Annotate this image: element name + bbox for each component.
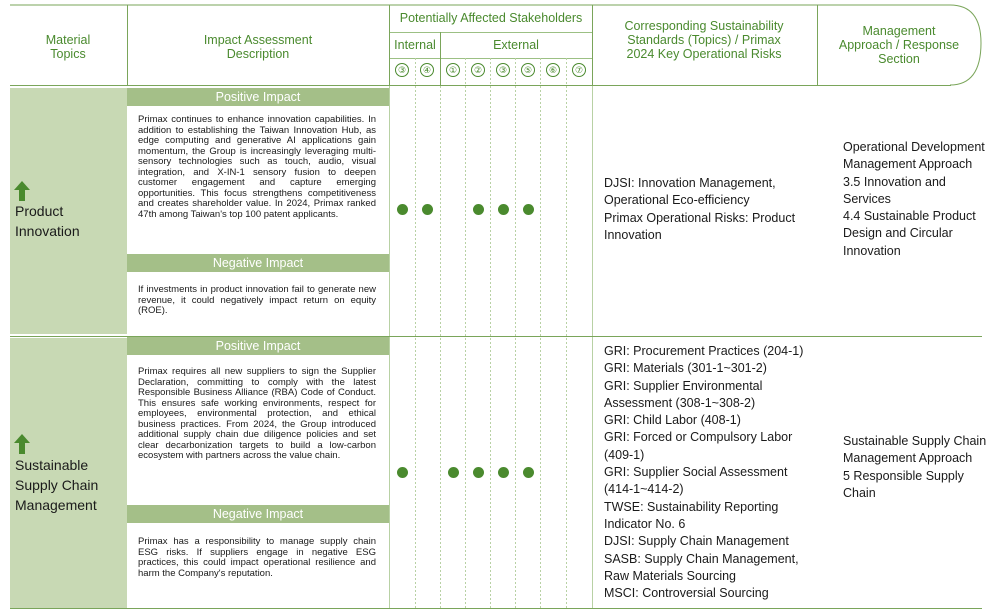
- standard-item: GRI: Forced or Compulsory Labor (409-1): [604, 430, 793, 462]
- header-standards: Corresponding Sustainability Standards (Topics) / Primax 2024 Key Operational Risks: [624, 19, 784, 61]
- stakeholder-col-sep: [440, 86, 441, 608]
- header-material-topics: Material Topics: [45, 33, 91, 61]
- stakeholder-num-external-1: ①: [446, 63, 460, 77]
- positive-impact-bar: Positive Impact: [127, 88, 389, 106]
- table-bottom-rule: [10, 608, 982, 609]
- stakeholder-num-internal-4: ④: [420, 63, 434, 77]
- stakeholder-num-external-3: ③: [496, 63, 510, 77]
- management-item: 5 Responsible Supply Chain: [843, 468, 964, 500]
- management-list: [843, 139, 993, 260]
- stakeholder-subheader-rule: [390, 58, 592, 59]
- header-sep-internal-external: [440, 32, 441, 85]
- topic-title-text: Product Innovation: [15, 203, 80, 239]
- stakeholder-num-external-7: ⑦: [572, 63, 586, 77]
- standard-item: GRI: Supplier Environmental Assessment (308-1~308-2): [604, 378, 763, 410]
- topic-title: [15, 455, 115, 515]
- management-item: Sustainable Supply Chain Management Approach: [843, 434, 987, 466]
- standards-list: [604, 175, 816, 244]
- stakeholder-mark: [448, 467, 459, 478]
- header-internal: Internal: [394, 38, 436, 52]
- stakeholder-num-external-6: ⑥: [546, 63, 560, 77]
- stakeholder-col-sep: [415, 58, 416, 608]
- stakeholder-mark: [397, 204, 408, 215]
- positive-impact-bar: Positive Impact: [127, 337, 389, 355]
- stakeholder-num-external-2: ②: [471, 63, 485, 77]
- header-sep-4: [817, 5, 818, 85]
- standard-item: SASB: Supply Chain Management, Raw Materials Sourcing: [604, 551, 799, 583]
- stakeholder-num-internal-3: ③: [395, 63, 409, 77]
- positive-impact-text: Primax requires all new suppliers to sign the Supplier Declaration, committing to comply with the latest Responsible Business Alliance (RBA) Code of Conduct. This ensures safe working environments, respect for employees, environmental protection, and ethical business practices. From 2024, the Group introduced additional supply chain due diligence policies and set clear decarbonization targets to build a low-carbon ecosystem with partners across the value chain.: [138, 366, 376, 461]
- stakeholder-num-external-5: ⑤: [521, 63, 535, 77]
- stakeholder-col-sep: [515, 58, 516, 608]
- standard-item: MSCI: Controversial Sourcing: [604, 586, 769, 601]
- header-sep-2: [389, 5, 390, 85]
- management-item: Operational Development Management Approach: [843, 140, 985, 172]
- header-impact-assessment: Impact Assessment Description: [203, 33, 313, 61]
- header-external: External: [493, 38, 539, 52]
- up-arrow-icon: [14, 434, 30, 454]
- body-sep-stakeholders-left: [389, 86, 390, 608]
- up-arrow-icon: [14, 181, 30, 201]
- stakeholder-title-rule: [390, 32, 592, 33]
- standards-list: [604, 343, 816, 602]
- standard-item: GRI: Child Labor (408-1): [604, 413, 741, 428]
- header-management: Management Approach / Response Section: [838, 24, 960, 66]
- negative-impact-text: If investments in product innovation fail to generate new revenue, it could negatively impact return on equity (ROE).: [138, 284, 376, 316]
- standard-item: DJSI: Supply Chain Management: [604, 534, 789, 549]
- stakeholder-mark: [498, 204, 509, 215]
- topic-title-text: Sustainable Supply Chain Management: [15, 457, 99, 513]
- standard-item: GRI: Procurement Practices (204-1): [604, 344, 804, 358]
- header-sep-3: [592, 5, 593, 85]
- standard-item: TWSE: Sustainability Reporting Indicator No. 6: [604, 499, 779, 531]
- management-item: 4.4 Sustainable Product Design and Circular Innovation: [843, 209, 976, 258]
- stakeholder-mark: [422, 204, 433, 215]
- topic-title: [15, 201, 115, 241]
- stakeholder-col-sep: [465, 58, 466, 608]
- management-item: 3.5 Innovation and Services: [843, 174, 946, 206]
- positive-impact-text: Primax continues to enhance innovation capabilities. In addition to establishing the Taiwan Innovation Hub, as edge computing and generative AI applications gain momentum, the Group is increasingly leveraging multi-sensory technologies such as touch, audio, visual integration, and X-IN-1 sensory fusion to deepen customer engagement and capture emerging opportunities. This focus strengthens competitiveness and creates shareholder value. In 2024, Primax ranked 47th among Taiwan's top 100 patent applicants.: [138, 114, 376, 220]
- header-border: [0, 0, 1000, 90]
- header-stakeholders: Potentially Affected Stakeholders: [399, 11, 583, 25]
- standard-item: GRI: Materials (301-1~301-2): [604, 361, 767, 376]
- negative-impact-bar: Negative Impact: [127, 505, 389, 523]
- standard-item: GRI: Supplier Social Assessment (414-1~414-2): [604, 465, 788, 497]
- body-sep-standards-left: [592, 86, 593, 608]
- standard-item: Primax Operational Risks: Product Innovation: [604, 210, 796, 242]
- stakeholder-mark: [473, 467, 484, 478]
- stakeholder-mark: [523, 204, 534, 215]
- stakeholder-mark: [498, 467, 509, 478]
- stakeholder-mark: [523, 467, 534, 478]
- stakeholder-mark: [397, 467, 408, 478]
- standard-item: DJSI: Innovation Management, Operational Eco-efficiency: [604, 176, 776, 208]
- negative-impact-text: Primax has a responsibility to manage supply chain ESG risks. If suppliers engage in negative ESG practices, this could impact operational resilience and harm the Company's reputation.: [138, 536, 376, 579]
- stakeholder-col-sep: [540, 58, 541, 608]
- stakeholder-col-sep: [490, 58, 491, 608]
- stakeholder-mark: [473, 204, 484, 215]
- negative-impact-bar: Negative Impact: [127, 254, 389, 272]
- management-list: [843, 433, 993, 502]
- stakeholder-col-sep: [566, 58, 567, 608]
- header-bottom-rule: [10, 85, 951, 86]
- header-sep-1: [127, 5, 128, 85]
